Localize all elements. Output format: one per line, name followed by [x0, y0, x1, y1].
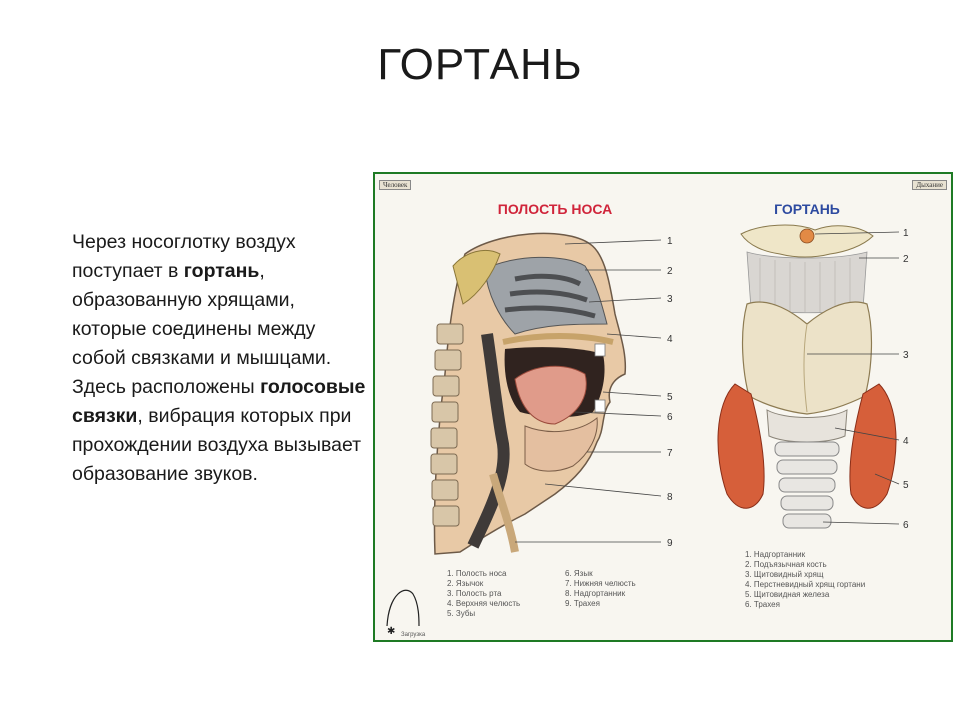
legend-item: 9. Трахея [565, 599, 600, 608]
corner-label-right: Дыхание [912, 180, 947, 190]
legend-item: 5. Зубы [447, 609, 476, 618]
left-number-3: 3 [667, 294, 673, 305]
text-p1-bold: гортань [183, 260, 260, 282]
left-number-9: 9 [667, 538, 673, 549]
text-p2-bold: голосовые связки [72, 376, 366, 427]
legend-item: 5. Щитовидная железа [745, 590, 830, 599]
left-legend [447, 569, 636, 619]
right-title: ГОРТАНЬ [774, 201, 840, 217]
legend-item: 8. Надгортанник [565, 589, 626, 598]
left-number-8: 8 [667, 492, 673, 503]
text-p2-before: Здесь расположены [72, 376, 261, 398]
right-number-2: 2 [903, 254, 909, 265]
slide-body-text [72, 228, 372, 489]
legend-item: 6. Язык [565, 569, 593, 578]
left-number-7: 7 [667, 448, 673, 459]
arc-icon [387, 590, 419, 626]
star-icon: ✱ [387, 626, 396, 637]
anatomy-figure [373, 172, 953, 642]
legend-item: 2. Язычок [447, 579, 484, 588]
text-p2-after: , вибрация которых при прохождении воздуха вызывает образование звуков. [72, 405, 362, 485]
right-number-6: 6 [903, 520, 909, 531]
slide-title: ГОРТАНЬ [377, 40, 583, 89]
left-number-2: 2 [667, 266, 673, 277]
left-number-4: 4 [667, 334, 673, 345]
right-number-3: 3 [903, 350, 909, 361]
corner-label-left: Человек [379, 180, 411, 190]
legend-item: 3. Полость рта [447, 589, 502, 598]
footer-label: Загрузка [401, 632, 426, 638]
right-number-1: 1 [903, 228, 909, 239]
legend-item: 4. Верхняя челюсть [447, 599, 521, 608]
right-number-4: 4 [903, 436, 909, 447]
left-number-5: 5 [667, 392, 673, 403]
left-number-1: 1 [667, 236, 673, 247]
legend-item: 7. Нижняя челюсть [565, 579, 636, 588]
legend-item: 2. Подъязычная кость [745, 560, 827, 569]
left-number-6: 6 [667, 412, 673, 423]
larynx-drawing [718, 225, 899, 528]
legend-item: 1. Полость носа [447, 569, 507, 578]
left-title: ПОЛОСТЬ НОСА [497, 201, 613, 217]
legend-item: 4. Перстневидный хрящ гортани [745, 580, 866, 589]
legend-item: 3. Щитовидный хрящ [745, 570, 824, 579]
right-number-5: 5 [903, 480, 909, 491]
legend-item: 1. Надгортанник [745, 550, 806, 559]
text-p1-after: , образованную хрящами, которые соединены между собой связками и мышцами. [72, 260, 332, 369]
right-legend [745, 550, 865, 610]
text-p1-before: Через носоглотку воздух поступает в [72, 231, 296, 282]
legend-item: 6. Трахея [745, 600, 780, 609]
head-section-drawing [431, 233, 661, 554]
